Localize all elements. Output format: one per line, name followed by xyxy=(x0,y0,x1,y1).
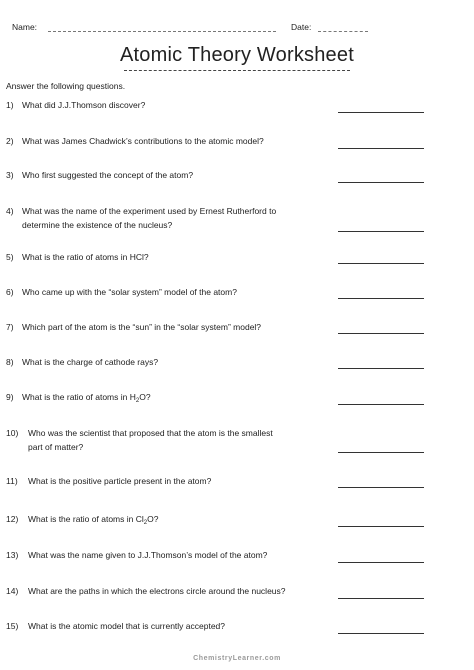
question-number: 14) xyxy=(6,586,19,596)
question-text-continued: part of matter? xyxy=(28,442,84,452)
question-text: What is the ratio of atoms in Cl xyxy=(28,514,144,524)
answer-line-1[interactable] xyxy=(338,112,424,113)
question-3 xyxy=(6,168,336,182)
answer-line-9[interactable] xyxy=(338,404,424,405)
question-number: 12) xyxy=(6,514,19,524)
page-title: Atomic Theory Worksheet xyxy=(120,44,354,66)
question-number: 4) xyxy=(6,206,14,216)
question-9 xyxy=(6,390,336,404)
answer-line-3[interactable] xyxy=(338,182,424,183)
question-number: 3) xyxy=(6,170,14,180)
subscript: 2 xyxy=(143,520,148,526)
title-underline xyxy=(124,70,350,71)
answer-line-11[interactable] xyxy=(338,487,424,488)
question-text: What is the ratio of atoms in H xyxy=(22,392,136,402)
question-text: Who came up with the “solar system” model of the atom? xyxy=(22,287,237,297)
question-text: What is the atomic model that is currently accepted? xyxy=(28,621,226,631)
question-number: 15) xyxy=(6,621,19,631)
answer-line-2[interactable] xyxy=(338,148,424,149)
question-12 xyxy=(6,512,336,526)
question-number: 2) xyxy=(6,136,14,146)
question-5 xyxy=(6,250,336,264)
date-label: Date: xyxy=(291,22,312,32)
footer-logo-text: ChemistryLearner.com xyxy=(193,655,281,662)
question-number: 10) xyxy=(6,428,19,438)
question-text: What did J.J.Thomson discover? xyxy=(22,100,146,110)
answer-line-12[interactable] xyxy=(338,526,424,527)
answer-line-13[interactable] xyxy=(338,562,424,563)
name-field[interactable] xyxy=(48,31,276,32)
question-text: What was the name given to J.J.Thomson’s model of the atom? xyxy=(28,550,268,560)
answer-line-15[interactable] xyxy=(338,633,424,634)
answer-line-4[interactable] xyxy=(338,231,424,232)
question-number: 13) xyxy=(6,550,19,560)
question-text-continued: determine the existence of the nucleus? xyxy=(22,220,173,230)
question-number: 6) xyxy=(6,287,14,297)
question-6 xyxy=(6,285,336,299)
question-number: 1) xyxy=(6,100,14,110)
question-number: 7) xyxy=(6,322,14,332)
question-number: 5) xyxy=(6,252,14,262)
question-2 xyxy=(6,134,336,148)
question-text: Which part of the atom is the “sun” in the “solar system” model? xyxy=(22,322,262,332)
question-text: What was the name of the experiment used by Ernest Rutherford to xyxy=(22,206,277,216)
question-1 xyxy=(6,98,336,112)
question-text: Who first suggested the concept of the atom? xyxy=(22,170,194,180)
answer-line-14[interactable] xyxy=(338,598,424,599)
question-text: What was James Chadwick’s contributions to the atomic model? xyxy=(22,136,264,146)
question-14 xyxy=(6,584,336,598)
question-text: What are the paths in which the electrons circle around the nucleus? xyxy=(28,586,286,596)
question-8 xyxy=(6,355,336,369)
question-text-end: O? xyxy=(147,514,159,524)
answer-line-8[interactable] xyxy=(338,368,424,369)
instructions: Answer the following questions. xyxy=(6,81,126,91)
question-text-end: O? xyxy=(139,392,151,402)
question-15 xyxy=(6,619,336,633)
question-text: Who was the scientist that proposed that the atom is the smallest xyxy=(28,428,273,438)
question-text: What is the charge of cathode rays? xyxy=(22,357,159,367)
subscript: 2 xyxy=(135,398,140,404)
answer-line-5[interactable] xyxy=(338,263,424,264)
question-number: 9) xyxy=(6,392,14,402)
answer-line-7[interactable] xyxy=(338,333,424,334)
answer-line-6[interactable] xyxy=(338,298,424,299)
answer-line-10[interactable] xyxy=(338,452,424,453)
question-11 xyxy=(6,474,336,488)
question-7 xyxy=(6,320,336,334)
question-text: What is the ratio of atoms in HCl? xyxy=(22,252,149,262)
question-10 xyxy=(6,426,336,454)
date-field[interactable] xyxy=(318,31,368,32)
question-4 xyxy=(6,204,336,232)
question-number: 11) xyxy=(6,476,18,486)
name-label: Name: xyxy=(12,22,38,32)
question-number: 8) xyxy=(6,357,14,367)
question-13 xyxy=(6,548,336,562)
question-text: What is the positive particle present in the atom? xyxy=(28,476,212,486)
